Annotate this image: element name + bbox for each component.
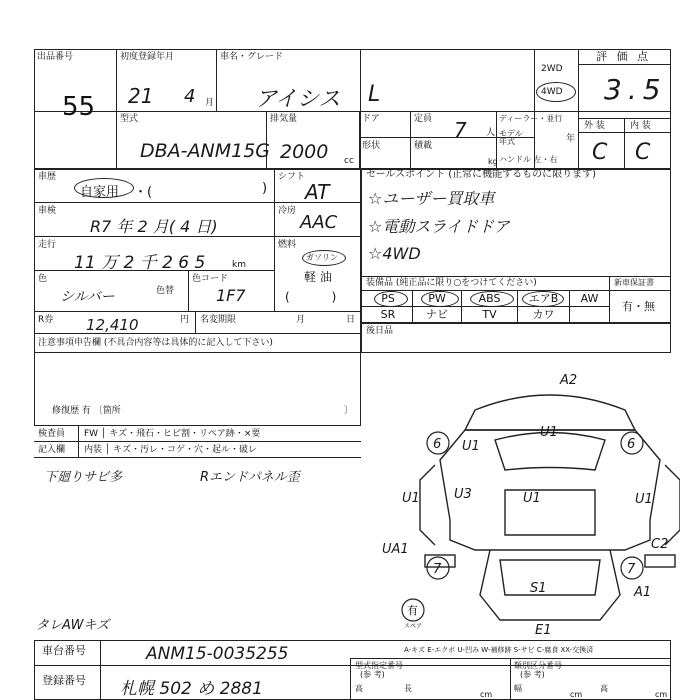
yen-unit: 円 <box>180 315 190 325</box>
sales-point-3: ☆4WD <box>368 244 421 263</box>
length-label: 長 <box>404 684 412 693</box>
repair-history-label: 修復歴 有 〔箇所 <box>52 406 121 416</box>
aftermarket-label: 後日品 <box>366 326 394 336</box>
registration-value: 札幌 502 め 2881 <box>120 679 263 699</box>
inspector-row-2: 内装 │ キズ・汚レ・コゲ・穴・起ル・破レ <box>84 445 257 455</box>
dealer-label: ディーラー・並行 <box>499 114 563 123</box>
registration-label: 登録番号 <box>42 674 86 687</box>
fuel-light-oil: 軽 油 <box>304 270 332 284</box>
interior-grade: C <box>635 140 651 165</box>
recycle-label: R券 <box>38 315 54 325</box>
entry-label: 記入欄 <box>38 445 66 455</box>
mark-u3: U3 <box>454 487 472 502</box>
equip-sr: SR <box>380 308 396 321</box>
color-code-value: 1F7 <box>216 286 246 305</box>
type-designation-ref: (参 考) <box>360 670 385 679</box>
notes-label: 注意事項申告欄 (不具合内容等は具体的に記入して下さい) <box>38 338 273 348</box>
first-registration-month: 4 <box>184 86 196 107</box>
width-cm: cm <box>570 690 583 699</box>
mark-left-door: U1 <box>402 491 420 506</box>
height-right-label: 高 <box>600 684 608 693</box>
equip-navi: ナビ <box>426 308 448 321</box>
displacement-label: 排気量 <box>270 114 298 124</box>
class-number-label: 類別区分番号 <box>514 661 562 670</box>
tire-front-left-value: 6 <box>433 437 442 452</box>
handle-label: ハンドル 左・右 <box>499 155 558 164</box>
sales-points-title: セールスポイント (正常に機能するものに限ります) <box>366 169 597 180</box>
spare-label: 有 <box>407 604 418 617</box>
history-value: 自家用 <box>80 185 120 200</box>
rating-value: 3.5 <box>604 73 667 106</box>
drive-4wd: 4WD <box>541 87 563 97</box>
inspector-note-3: タレAWキズ <box>36 618 110 633</box>
mileage-value: 11 万 2 千 2 6 5 <box>74 253 206 273</box>
name-change-label: 名変期限 <box>200 315 237 325</box>
displacement-value: 2000 <box>280 141 329 163</box>
chassis-value: ANM15-0035255 <box>146 644 289 664</box>
recycle-value: 12,410 <box>86 316 139 334</box>
model-year-label: モデル年式 <box>499 129 523 146</box>
inspection-value: R7 年 2 月( 4 日) <box>90 217 218 236</box>
fuel-gas: ガソリン <box>306 253 338 262</box>
model-code: DBA-ANM15G <box>140 140 271 162</box>
name-change-day: 日 <box>346 315 356 325</box>
month-unit: 月 <box>205 98 215 108</box>
car-left-side <box>420 465 435 545</box>
mark-a1: A1 <box>634 585 652 600</box>
year-unit: 年 <box>566 134 576 144</box>
car-grade: L <box>368 82 381 107</box>
spare-sub: スペア <box>404 623 423 630</box>
width-label: 幅 <box>514 684 522 693</box>
fuel-label: 燃料 <box>278 240 297 250</box>
model-label: 型式 <box>120 114 139 124</box>
exterior-label: 外 装 <box>584 121 605 131</box>
mark-e1: E1 <box>535 623 552 638</box>
type-designation-label: 型式指定番号 <box>355 661 403 670</box>
color-code-label: 色コード <box>192 274 229 284</box>
repair-history-end: 〕 <box>344 406 354 416</box>
mark-hood: U1 <box>540 425 558 440</box>
equip-abs: ABS <box>478 292 501 305</box>
car-damage-diagram <box>380 370 680 640</box>
car-right-side <box>665 465 680 545</box>
mark-a2: A2 <box>560 373 578 388</box>
interior-label: 内 装 <box>630 121 651 131</box>
equip-leather: カワ <box>532 308 555 321</box>
car-name-label: 車名・グレード <box>220 52 284 62</box>
mark-front-left: U1 <box>462 439 480 454</box>
person-unit: 人 <box>486 128 496 138</box>
car-right-mirror <box>645 555 675 567</box>
warranty-label: 新車保証書 <box>614 278 654 287</box>
lot-number-label: 出品番号 <box>37 52 74 62</box>
cc-unit: cc <box>344 156 354 166</box>
mark-s1: S1 <box>530 581 547 596</box>
name-change-month: 月 <box>296 315 306 325</box>
damage-legend: A-キズ E-エクボ U-凹み W-補修跡 S-サビ C-腐食 XX-交換済 <box>404 646 594 654</box>
equip-pw: PW <box>428 292 446 305</box>
rating-label: 評 価 点 <box>596 50 651 63</box>
mark-right-door: U1 <box>635 492 653 507</box>
ac-value: AAC <box>300 212 338 233</box>
car-roof <box>505 490 595 535</box>
fuel-paren: ( ) <box>285 290 337 304</box>
equip-airbag: エアB <box>528 292 559 305</box>
height-label: 高 <box>355 684 363 693</box>
equip-tv: TV <box>482 308 497 321</box>
history-label: 車歴 <box>38 172 57 182</box>
sales-point-2: ☆電動スライドドア <box>368 217 510 236</box>
warranty-value: 有・無 <box>622 300 655 313</box>
car-name: アイシス <box>255 87 341 112</box>
length-cm: cm <box>480 690 493 699</box>
tire-rear-left-value: 7 <box>433 562 442 577</box>
km-unit: km <box>232 260 246 270</box>
tire-rear-right-value: 7 <box>627 562 636 577</box>
drive-2wd: 2WD <box>541 64 563 74</box>
chassis-label: 車台番号 <box>42 644 86 657</box>
car-rear-window <box>500 560 600 595</box>
inspector-label: 検査員 <box>38 429 66 439</box>
shape-label: 形状 <box>362 141 381 151</box>
shift-label: シフト <box>278 172 306 182</box>
capacity-label: 定員 <box>414 114 433 124</box>
equip-aw: AW <box>580 292 599 305</box>
door-label: ドア <box>362 114 380 124</box>
ac-label: 冷房 <box>278 206 297 216</box>
class-number-ref: (参 考) <box>520 670 545 679</box>
lot-number: 55 <box>62 92 96 122</box>
equip-ps: PS <box>381 292 395 305</box>
tire-front-right-value: 6 <box>627 437 636 452</box>
sales-point-1: ☆ユーザー買取車 <box>368 189 495 208</box>
mark-c2: C2 <box>651 537 669 552</box>
inspector-note-1: 下廻りサビ多 <box>44 470 123 485</box>
mileage-label: 走行 <box>38 240 57 250</box>
capacity-value: 7 <box>454 118 467 142</box>
first-registration-label: 初度登録年月 <box>120 52 175 62</box>
color-label: 色 <box>38 274 48 284</box>
mark-roof: U1 <box>523 491 541 506</box>
color-change-label: 色替 <box>156 286 175 296</box>
kg-unit: kg <box>488 157 498 166</box>
first-registration-year: 21 <box>128 84 154 108</box>
load-label: 積載 <box>414 141 433 151</box>
height-cm: cm <box>655 690 668 699</box>
mark-ua1: UA1 <box>382 542 409 557</box>
inspector-row-1: FW │ キズ・飛石・ヒビ割・リペア跡・×要 <box>84 429 261 439</box>
color-value: シルバー <box>60 289 115 305</box>
shift-value: AT <box>305 180 330 204</box>
inspection-label: 車検 <box>38 206 57 216</box>
inspector-note-2: Rエンドパネル歪 <box>200 470 300 485</box>
history-rest: ・( <box>134 185 153 200</box>
exterior-grade: C <box>592 140 608 165</box>
history-close-paren: ) <box>262 181 268 196</box>
equipment-title: 装備品 (純正品に限り○をつけてください) <box>366 278 537 288</box>
